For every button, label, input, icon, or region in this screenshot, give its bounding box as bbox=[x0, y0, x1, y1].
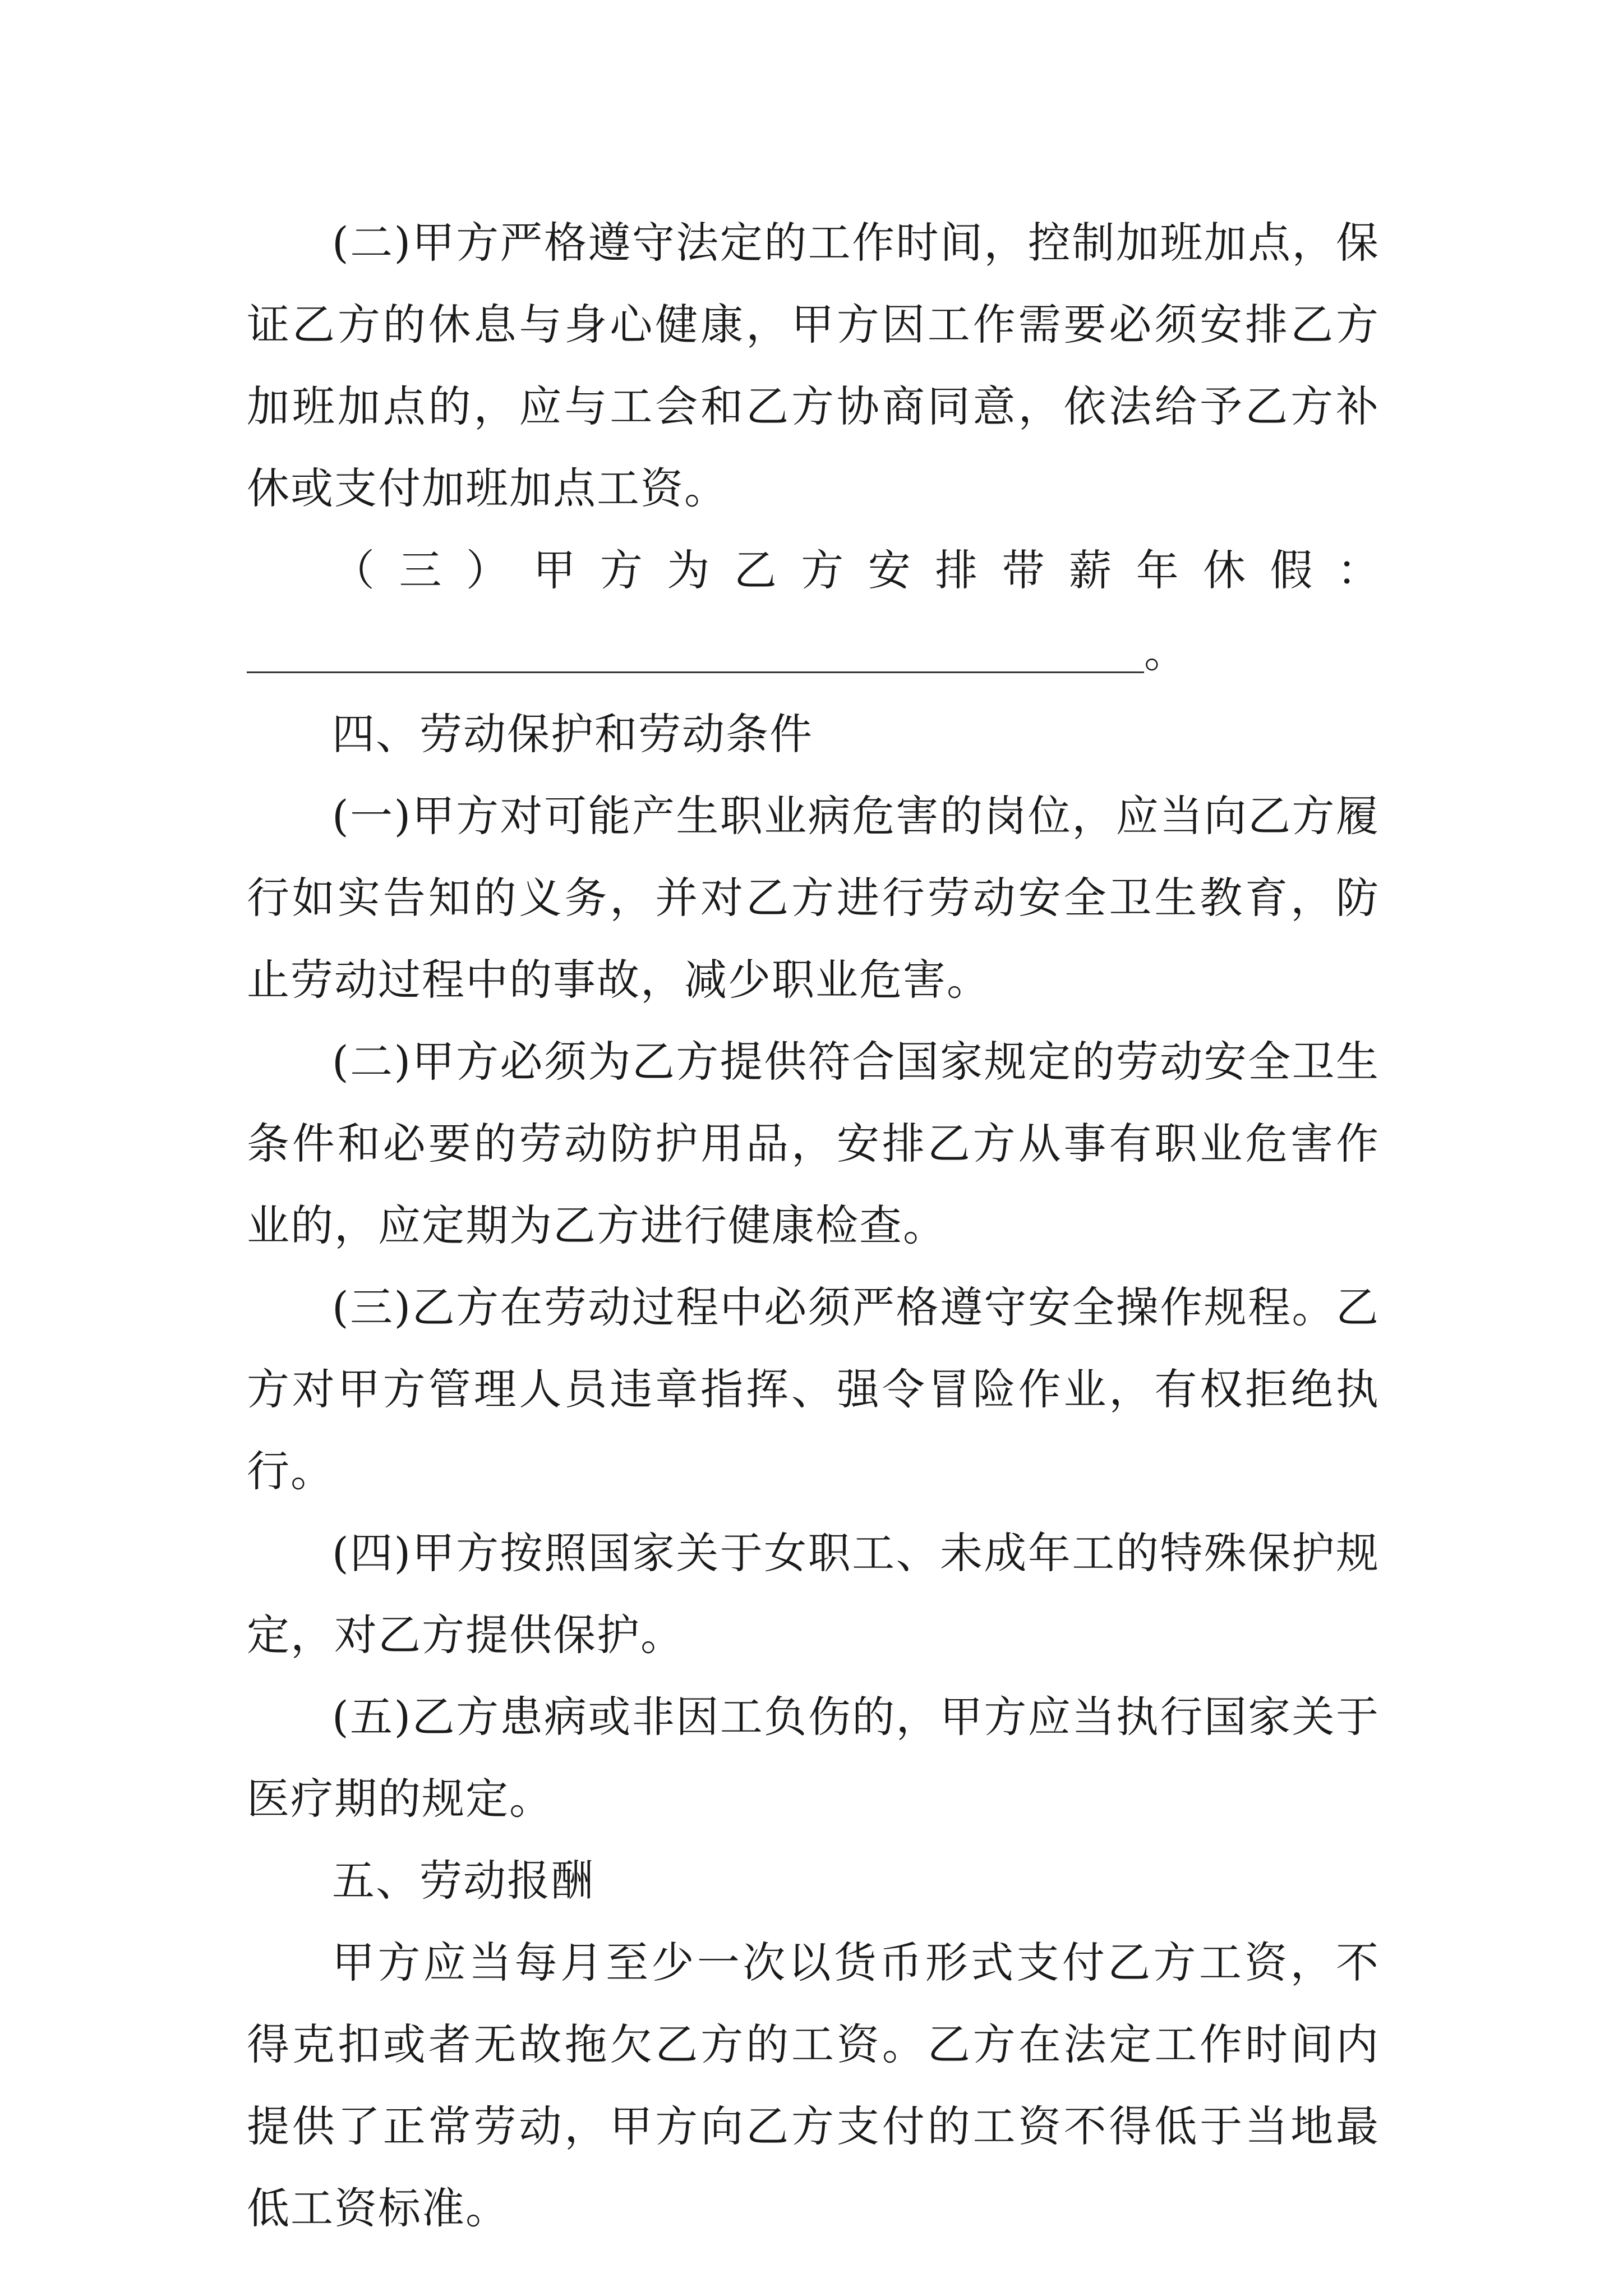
section-heading-5: 五、劳动报酬 bbox=[332, 1856, 594, 1906]
paragraph-special-protection: (四)甲方按照国家关于女职工、未成年工的特殊保护规定，对乙方提供保护。 bbox=[247, 1528, 1380, 1660]
paragraph-overtime: (二)甲方严格遵守法定的工作时间，控制加班加点，保证乙方的休息与身心健康，甲方因工作需要必须安排乙方加班加点的，应与工会和乙方协商同意，依法给予乙方补休或支付加班加点工资。 bbox=[247, 218, 1380, 513]
paragraph-wages: 甲方应当每月至少一次以货币形式支付乙方工资，不得克扣或者无故拖欠乙方的工资。乙方在法定工作时间内提供了正常劳动，甲方向乙方支付的工资不得低于当地最低工资标准。 bbox=[247, 1938, 1380, 2233]
paragraph-occupational-hazard: (一)甲方对可能产生职业病危害的岗位，应当向乙方履行如实告知的义务，并对乙方进行劳动安全卫生教育，防止劳动过程中的事故，减少职业危害。 bbox=[247, 791, 1380, 1005]
annual-leave-blank-line bbox=[247, 611, 1380, 693]
paragraph-safety-conditions: (二)甲方必须为乙方提供符合国家规定的劳动安全卫生条件和必要的劳动防护用品，安排乙方从事有职业危害作业的，应定期为乙方进行健康检查。 bbox=[247, 1037, 1380, 1250]
paragraph-operating-rules: (三)乙方在劳动过程中必须严格遵守安全操作规程。乙方对甲方管理人员违章指挥、强令冒险作业，有权拒绝执行。 bbox=[247, 1282, 1380, 1496]
section-heading-4: 四、劳动保护和劳动条件 bbox=[332, 709, 813, 759]
paragraph-annual-leave: （三）甲方为乙方安排带薪年休假： bbox=[332, 545, 1380, 595]
document-body bbox=[247, 202, 1380, 2249]
fill-in-blank[interactable] bbox=[247, 671, 1144, 673]
blank-line-period: 。 bbox=[1144, 627, 1188, 677]
paragraph-medical-period: (五)乙方患病或非因工负伤的，甲方应当执行国家关于医疗期的规定。 bbox=[247, 1692, 1380, 1824]
